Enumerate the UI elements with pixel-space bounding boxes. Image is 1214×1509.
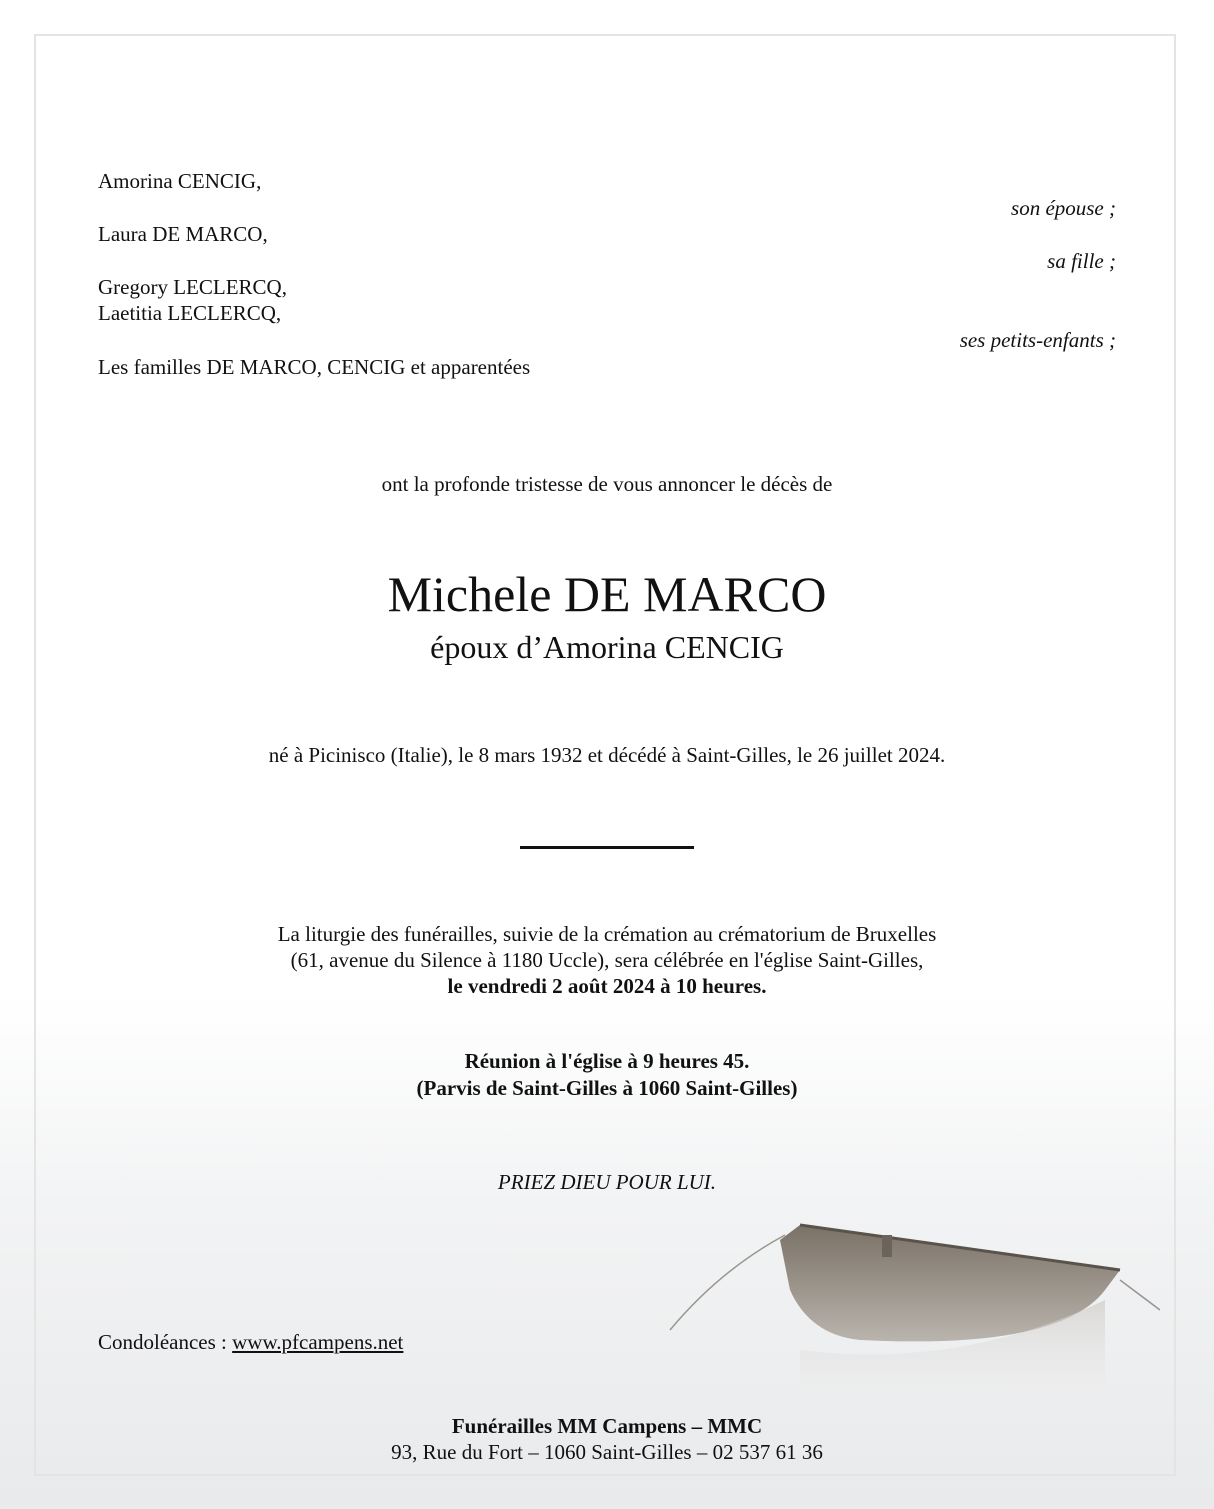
relation-daughter: sa fille ; [1047, 249, 1116, 273]
condolences-label: Condoléances : [98, 1330, 233, 1354]
relation-grandchildren: ses petits-enfants ; [959, 328, 1116, 352]
funeral-home-address: 93, Rue du Fort – 1060 Saint-Gilles – 02 537 61 36 [391, 1440, 823, 1464]
condolences [98, 1329, 403, 1355]
prayer-text: PRIEZ DIEU POUR LUI. [497, 1170, 717, 1194]
funeral-line-2: (61, avenue du Silence à 1180 Uccle), sera célébrée en l'église Saint-Gilles, [290, 948, 924, 972]
separator-line [520, 846, 694, 849]
family-extended: Les familles DE MARCO, CENCIG et apparentées [98, 355, 531, 379]
family-member-3: Gregory LECLERCQ, [98, 275, 287, 299]
family-member-4: Laetitia LECLERCQ, [98, 301, 282, 325]
deceased-name: Michele DE MARCO [387, 566, 827, 622]
deceased-spouse: époux d’Amorina CENCIG [430, 629, 784, 665]
announcement-text: ont la profonde tristesse de vous annoncer le décès de [381, 472, 833, 496]
relation-spouse: son épouse ; [1011, 196, 1116, 220]
family-member-2: Laura DE MARCO, [98, 222, 268, 246]
family-member-1: Amorina CENCIG, [98, 169, 262, 193]
funeral-home-name: Funérailles MM Campens – MMC [451, 1414, 763, 1438]
rowboat-image [660, 1200, 1160, 1430]
meeting-address: (Parvis de Saint-Gilles à 1060 Saint-Gilles) [416, 1076, 798, 1100]
condolences-link[interactable]: www.pfcampens.net [232, 1330, 404, 1354]
birth-death-dates: né à Picinisco (Italie), le 8 mars 1932 et décédé à Saint-Gilles, le 26 juillet 2024. [268, 743, 946, 767]
funeral-line-1: La liturgie des funérailles, suivie de la crémation au crématorium de Bruxelles [277, 922, 937, 946]
meeting-time: Réunion à l'église à 9 heures 45. [464, 1049, 750, 1073]
funeral-date: le vendredi 2 août 2024 à 10 heures. [447, 974, 767, 998]
